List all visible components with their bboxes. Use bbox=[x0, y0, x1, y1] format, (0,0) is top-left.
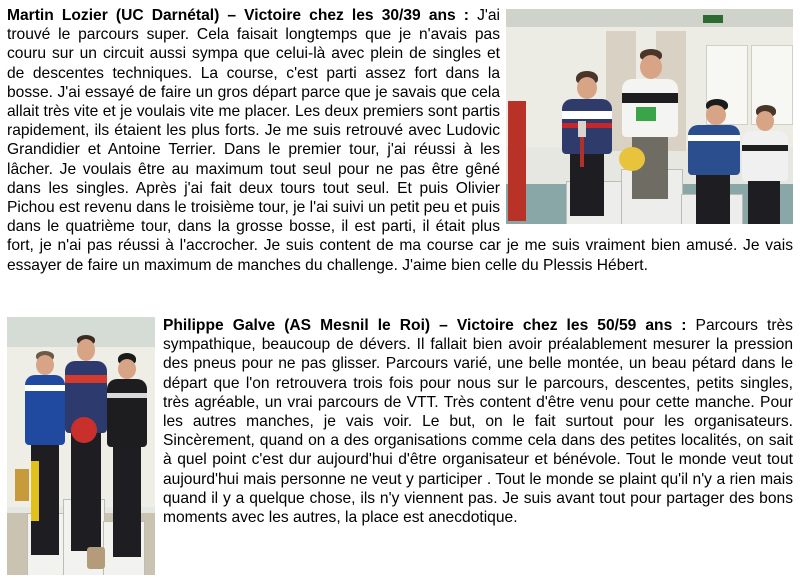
rider-fourth bbox=[738, 105, 792, 224]
bag bbox=[87, 547, 105, 569]
podium-photo-30-39 bbox=[506, 9, 793, 224]
flower-bouquet bbox=[71, 417, 97, 443]
article-martin-lozier bbox=[7, 6, 793, 275]
photo-ceiling bbox=[506, 9, 793, 27]
exit-sign bbox=[703, 15, 723, 23]
rider-second bbox=[23, 351, 67, 561]
article-2-body: Parcours très sympathique, beaucoup de dévers. Il fallait bien avoir préalablement mesurer la pression des pneus pour ne pas glisser. Parcours varié, une belle montée, un beau pétard dans le départ que l'on retrouvera trois fois pour nous sur le parcours, descentes, petits singles, très agréable, un vrai parcours de VTT. Très content d'être venu pour cette manche. Pour les autres manches, je vais voir. Le but, on le fait surtout pour les organisateurs. Sincèrement, quand on a des organisations comme cela dans des petites localités, on sait à quel point c'est dur aujourd'hui d'être organisateur et bénévole. Tout le monde veut tout aujourd'hui mais personne ne veut y participer . Tout le monde se plaint qu'il n'y a rien mais quand il y a quelque chose, ils n'y viennent pas. Je suis avant tout pour partager des bons moments avec les autres, la place est anecdotique. bbox=[163, 317, 793, 527]
article-1-lead: Martin Lozier (UC Darnétal) – Victoire chez les 30/39 ans : bbox=[7, 7, 469, 24]
photo-red-stand bbox=[508, 101, 526, 221]
trophy bbox=[15, 469, 29, 501]
rider-third bbox=[105, 353, 149, 563]
rider-third bbox=[684, 99, 744, 224]
flower-bouquet bbox=[619, 147, 647, 175]
trophy bbox=[576, 121, 588, 171]
podium-photo-50-59 bbox=[7, 317, 155, 575]
article-philippe-galve bbox=[7, 316, 793, 577]
rider-first bbox=[616, 49, 682, 209]
article-2-lead: Philippe Galve (AS Mesnil le Roi) – Victoire chez les 50/59 ans : bbox=[163, 317, 687, 334]
rider-first bbox=[63, 335, 109, 557]
article-1-body: J'ai trouvé le parcours super. Cela faisait longtemps que je n'avais pas couru sur un circuit aussi sympa que celui-là avec plein de singles et de descentes techniques. La course, c'est parti assez fort dans la bosse. J'ai essayé de faire un gros départ parce que je savais que cela allait très vite et je voulais vite me placer. Les deux premiers sont partis rapidement, ils étaient les plus forts. Je me suis retrouvé avec Ludovic Grandidier et Antoine Terrier. Dans le premier tour, j'ai réussi à les lâcher. Je voulais être au maximum tout seul pour ne pas être gêné dans les singles. Après j'ai fait deux tours tout seul. Et puis Olivier Pichou est revenu dans le troisième tour, je l'ai suivi un petit peu et puis dans le quatrième tour, dans la grosse bosse, il est parti, il était plus fort, je n'ai pas réussi à l'accrocher. Je suis content de ma course car je me suis vraiment bien amusé. Je vais essayer de faire un maximum de manches du challenge. J'aime bien celle du Plessis Hébert. bbox=[7, 7, 793, 274]
